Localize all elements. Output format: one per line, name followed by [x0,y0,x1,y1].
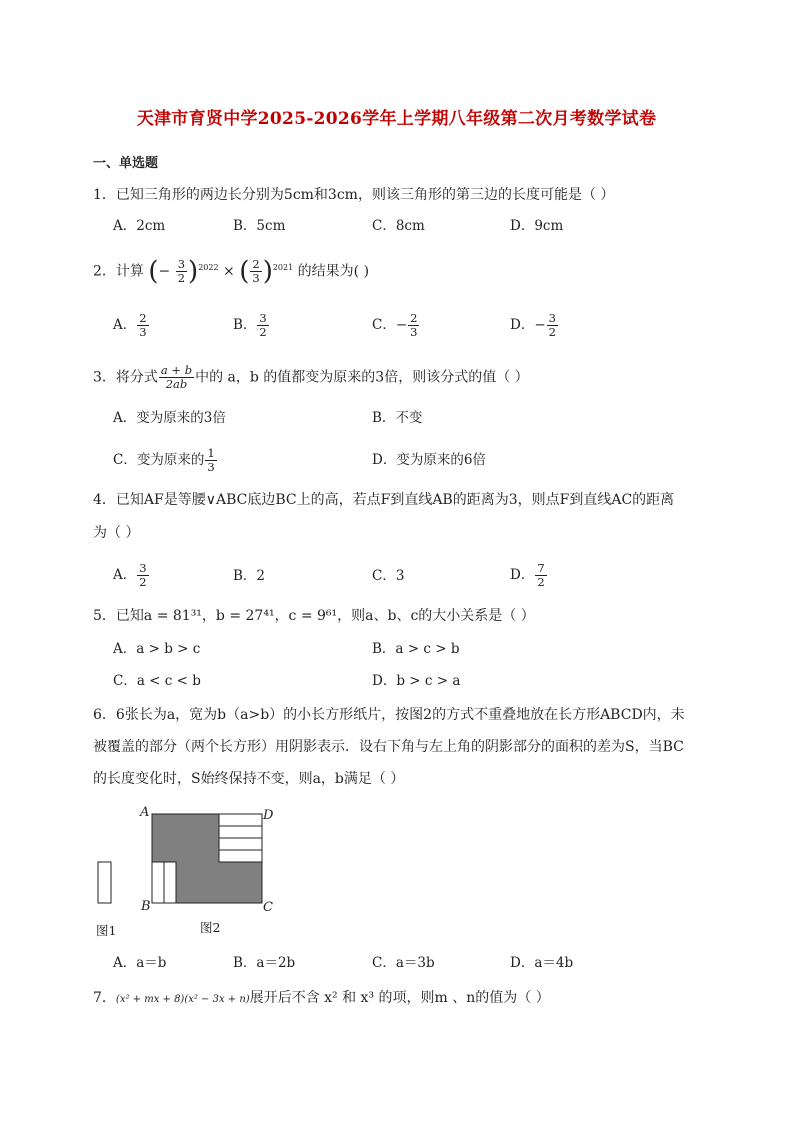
q2-paren-open-1: ( [148,256,159,287]
q2-opt-b-den: 2 [259,325,267,339]
q2-opt-c-num: 2 [410,311,418,325]
q7-expression: (x² + mx + 8)(x² − 3x + n) [115,994,250,1005]
q6-option-b: B．a＝2b [233,955,296,971]
q3-opt-c-den: 3 [207,460,215,474]
q2-fraction-2 [250,258,261,285]
question-6-line-3: 的长度变化时，S始终保持不变，则a，b满足（ ） [93,771,405,787]
q6-option-a: A．a＝b [113,955,167,971]
q3-opt-c-label: C．变为原来的 [113,452,205,468]
q4-opt-d-frac [535,562,546,589]
fig2-label-d: D [263,808,274,823]
q1-option-d: D．9cm [510,218,564,234]
question-5-text: 5．已知a = 81³¹，b = 27⁴¹，c = 9⁶¹，则a、b、c的大小关系是（ ） [93,608,535,624]
q4-opt-d-den: 2 [537,575,545,589]
q3-suffix: 中的 a，b 的值都变为原来的3倍，则该分式的值（ ） [195,369,529,386]
q4-opt-d-num: 7 [537,561,545,575]
q2-option-d [510,312,559,339]
q3-f-den: 2ab [165,377,188,391]
q7-suffix: 展开后不含 x² 和 x³ 的项，则m 、n的值为（ ） [249,990,550,1006]
q4-opt-a-den: 2 [139,575,147,589]
q3-prefix: 3．将分式 [93,369,158,386]
q2-f2-den: 3 [252,271,260,286]
q4-opt-d-label: D． [510,567,535,583]
q5-option-b: B．a > c > b [372,641,460,657]
q2-opt-b-frac [257,312,268,339]
q1-option-a: A．2cm [113,218,166,234]
q2-paren-close-2: ) [262,256,273,287]
q2-times: × [223,263,235,280]
q4-option-a [113,562,150,589]
q2-opt-c-frac [408,312,419,339]
fig2-label-b: B [141,899,151,914]
q2-option-b [233,312,270,339]
q2-f1-den: 2 [177,271,186,286]
q3-option-c [113,447,218,474]
q3-opt-c-num: 1 [207,446,215,460]
q2-opt-c-label: C．− [372,317,408,333]
q3-fraction [159,364,194,391]
q4-option-c: C．3 [372,568,405,584]
q3-option-b: B．不变 [372,410,423,426]
q3-f-num: a + b [160,363,193,377]
q2-exp2: 2021 [272,263,294,272]
q4-opt-a-num: 3 [139,561,147,575]
q1-option-c: C．8cm [372,218,425,234]
question-4-line-2: 为（ ） [93,525,140,541]
q2-paren-open-2: ( [239,256,250,287]
q2-opt-c-den: 3 [410,325,418,339]
q2-suffix: 的结果为( ) [297,263,370,280]
q2-opt-b-label: B． [233,317,257,333]
q2-opt-a-label: A． [113,317,137,333]
question-4-line-1: 4．已知AF是等腰∨ABC底边BC上的高，若点F到直线AB的距离为3，则点F到直线AC的距离 [93,492,675,508]
q2-opt-a-frac [137,312,148,339]
q2-f2-num: 2 [252,257,260,272]
q4-opt-a-label: A． [113,567,137,583]
fig1-rectangle [98,862,111,903]
q2-paren-close-1: ) [188,256,199,287]
section-heading: 一、单选题 [93,156,159,171]
fig2-label-c: C [263,900,273,915]
q5-option-d: D．b > c > a [372,673,461,689]
q2-opt-a-num: 2 [139,311,147,325]
q2-option-a [113,312,150,339]
q3-option-d: D．变为原来的6倍 [372,452,486,468]
q2-opt-d-frac [547,312,558,339]
q2-opt-b-num: 3 [259,311,267,325]
fig1-caption: 图1 [96,923,117,938]
q4-option-b: B．2 [233,568,266,584]
fig2-caption: 图2 [200,920,221,935]
q2-opt-d-label: D．− [510,317,546,333]
q2-opt-a-den: 3 [139,325,147,339]
q2-f1-num: 3 [177,257,186,272]
page-title: 天津市育贤中学2025-2026学年上学期八年级第二次月考数学试卷 [136,109,657,129]
fig2-label-a: A [140,805,150,820]
q5-option-c: C．a < c < b [113,673,201,689]
q2-fraction-1 [176,258,187,285]
q3-option-a: A．变为原来的3倍 [113,410,226,426]
q2-opt-d-den: 2 [548,325,556,339]
question-6-line-2: 被覆盖的部分（两个长方形）用阴影表示．设右下角与左上角的阴影部分的面积的差为S，当BC [93,739,684,755]
q2-option-c [372,312,420,339]
question-6-line-1: 6．6张长为a，宽为b（a>b）的小长方形纸片，按图2的方式不重叠地放在长方形ABCD内，未 [93,707,685,723]
q7-number: 7． [93,990,116,1006]
question-1-text: 1．已知三角形的两边长分别为5cm和3cm，则该三角形的第三边的长度可能是（ ） [93,187,615,203]
q5-option-a: A．a > b > c [113,641,201,657]
q6-option-c: C．a＝3b [372,955,435,971]
q2-exp1: 2022 [198,263,219,272]
question-7-text [93,988,550,1010]
q4-opt-a-frac [137,562,148,589]
q2-prefix: 2．计算 [93,263,144,280]
q2-neg: − [158,263,171,280]
q2-opt-d-num: 3 [548,311,556,325]
q3-opt-c-frac [205,447,216,474]
q4-option-d [510,562,548,589]
question-3-text [93,364,529,391]
question-2-text [93,258,369,285]
q6-option-d: D．a＝4b [510,955,574,971]
q1-option-b: B．5cm [233,218,286,234]
